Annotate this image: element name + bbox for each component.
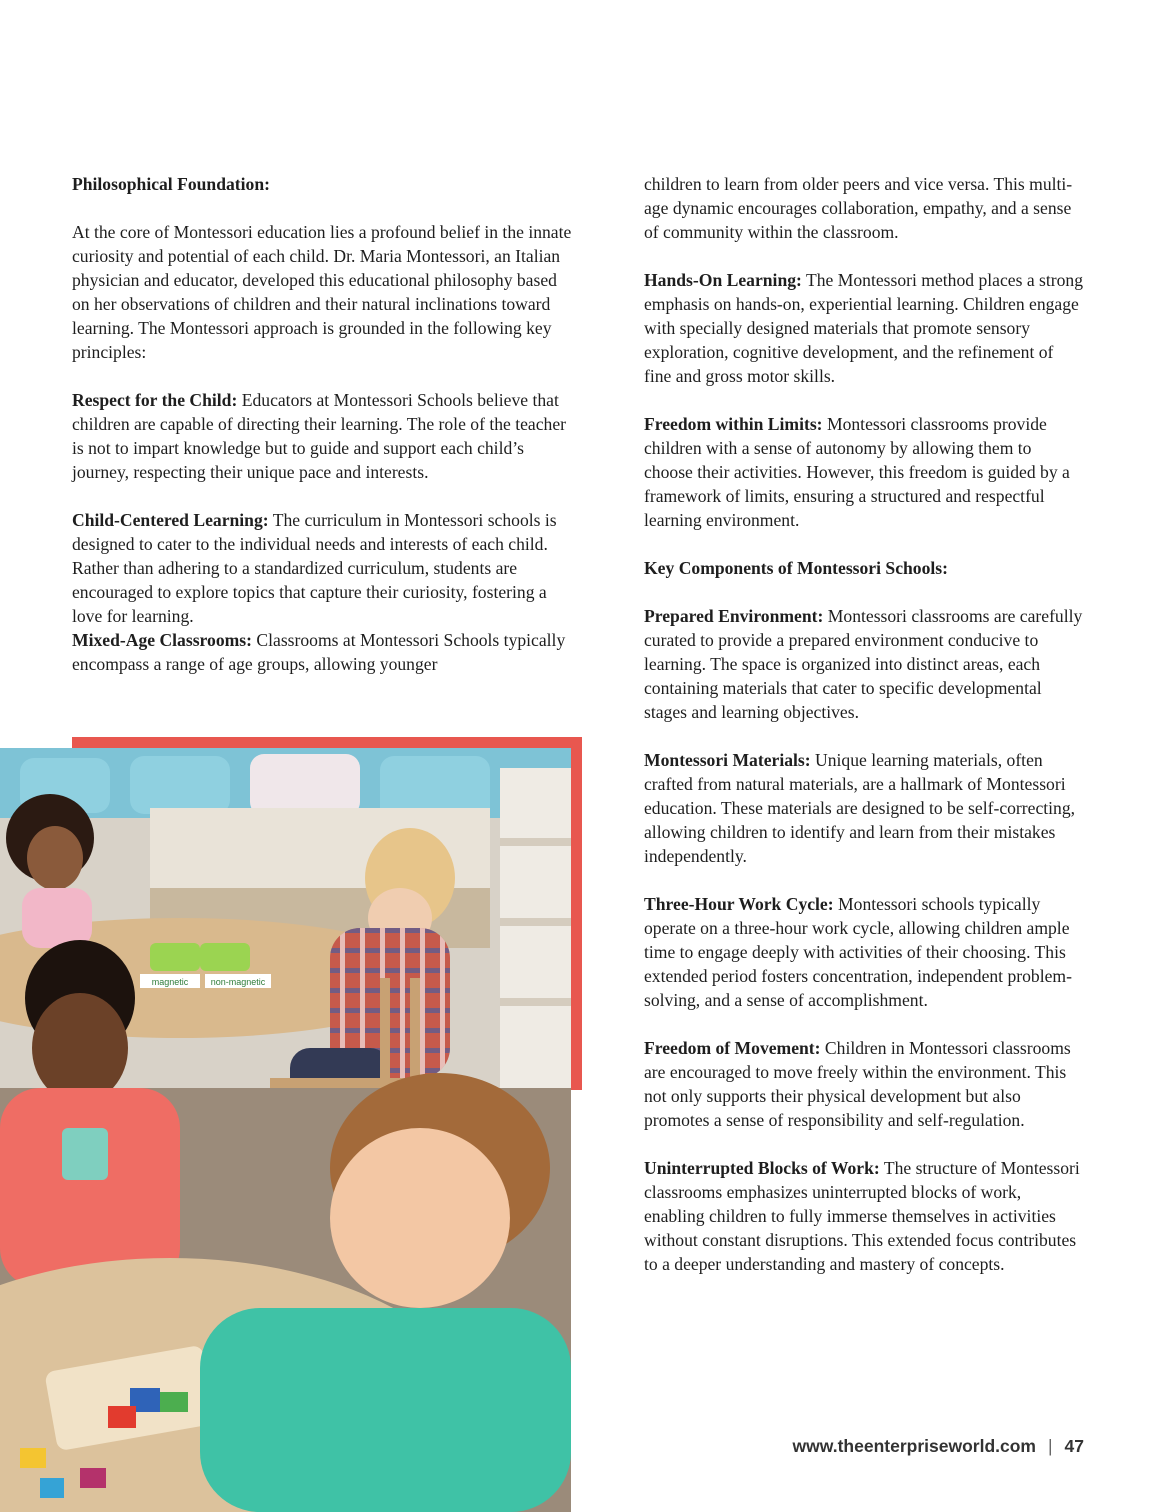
paragraph-prepared-environment: Prepared Environment: Montessori classrooms are carefully curated to provide a prepared environment conducive to learning. The space is organized into distinct areas, each containing materials that cater to specific developmental stages and learning objectives. xyxy=(644,606,1083,722)
paragraph-child-centered: Child-Centered Learning: The curriculum in Montessori schools is designed to cater to the individual needs and interests of each child. Rather than adhering to a standardized curriculum, students are encouraged to explore topics that capture their curiosity, fostering a love for learning. xyxy=(72,510,557,626)
paragraph-title: Freedom of Movement: xyxy=(644,1038,821,1058)
paragraph-mixed-age: Mixed-Age Classrooms: Classrooms at Montessori Schools typically encompass a range of age groups, allowing younger xyxy=(72,630,566,674)
paragraph-title: Mixed-Age Classrooms: xyxy=(72,630,252,650)
paragraph-movement: Freedom of Movement: Children in Montessori classrooms are encouraged to move freely within the environment. This not only supports their physical development but also promotes a sense of responsibility and self-regulation. xyxy=(644,1038,1071,1130)
section-heading-key-components: Key Components of Montessori Schools: xyxy=(644,558,948,578)
paragraph-title: Respect for the Child: xyxy=(72,390,238,410)
paragraph-title: Montessori Materials: xyxy=(644,750,811,770)
right-column xyxy=(644,172,1084,1300)
classroom-photo xyxy=(0,748,571,1512)
left-column xyxy=(72,172,572,700)
classroom-illustration xyxy=(0,748,571,1512)
paragraph-freedom-limits: Freedom within Limits: Montessori classrooms provide children with a sense of autonomy by allowing them to choose their activities. However, this freedom is guided by a framework of limits, ensuring a structured and respectful learning environment. xyxy=(644,414,1070,530)
paragraph-mixed-age-continued: children to learn from older peers and vice versa. This multi-age dynamic encourages collaboration, empathy, and a sense of community within the classroom. xyxy=(644,174,1073,242)
paragraph-materials: Montessori Materials: Unique learning materials, often crafted from natural materials, are a hallmark of Montessori education. These materials are designed to be self-correcting, allowing children to identify and learn from their mistakes independently. xyxy=(644,750,1076,866)
intro-paragraph: At the core of Montessori education lies a profound belief in the innate curiosity and potential of each child. Dr. Maria Montessori, an Italian physician and educator, developed this educational philosophy based on her observations of children and their natural inclinations toward learning. The Montessori approach is grounded in the following key principles: xyxy=(72,222,572,362)
page-footer xyxy=(793,1434,1084,1458)
paragraph-hands-on: Hands-On Learning: The Montessori method places a strong emphasis on hands-on, experiential learning. Children engage with specially designed materials that promote sensory exploration, cognitive development, and the refinement of fine and gross motor skills. xyxy=(644,270,1084,386)
paragraph-respect: Respect for the Child: Educators at Montessori Schools believe that children are capable of directing their learning. The role of the teacher is not to impart knowledge but to guide and support each child’s journey, respecting their unique pace and interests. xyxy=(72,390,567,482)
paragraph-title: Three-Hour Work Cycle: xyxy=(644,894,834,914)
basket-label-non-magnetic: non-magnetic xyxy=(210,977,266,987)
paragraph-title: Hands-On Learning: xyxy=(644,270,802,290)
basket-label-magnetic: magnetic xyxy=(151,977,189,987)
paragraph-title: Freedom within Limits: xyxy=(644,414,823,434)
paragraph-title: Prepared Environment: xyxy=(644,606,824,626)
footer-separator: | xyxy=(1047,1435,1053,1456)
section-heading-philosophy: Philosophical Foundation: xyxy=(72,174,270,194)
paragraph-uninterrupted: Uninterrupted Blocks of Work: The structure of Montessori classrooms emphasizes uninterrupted blocks of work, enabling children to fully immerse themselves in activities without constant disruptions. This extended focus contributes to a deeper understanding and mastery of concepts. xyxy=(644,1158,1080,1274)
paragraph-work-cycle: Three-Hour Work Cycle: Montessori schools typically operate on a three-hour work cycle, allowing children ample time to engage deeply with activities of their choosing. This extended period fosters concentration, independent problem-solving, and a sense of accomplishment. xyxy=(644,894,1072,1010)
paragraph-title: Uninterrupted Blocks of Work: xyxy=(644,1158,880,1178)
paragraph-title: Child-Centered Learning: xyxy=(72,510,269,530)
website-url: www.theenterpriseworld.com xyxy=(792,1435,1036,1456)
page-number: 47 xyxy=(1064,1435,1084,1456)
